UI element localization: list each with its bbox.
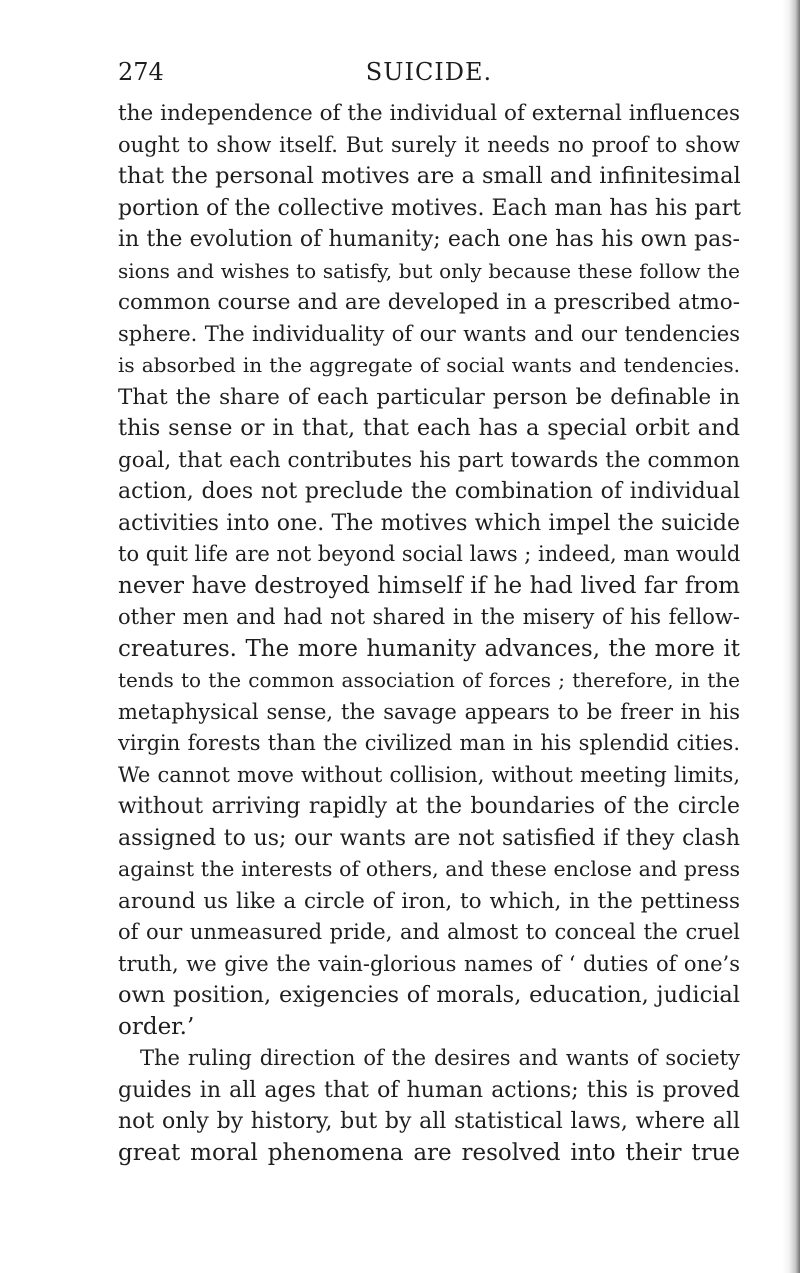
text-line: around us like a circle of iron, to which, in the pettiness [118,888,740,914]
text-line: in the evolution of humanity; each one has his own pas- [118,227,740,252]
body-text [118,98,740,1169]
text-line: not only by history, but by all statistical laws, where all [118,1109,740,1134]
text-line: this sense or in that, that each has a special orbit and [118,415,740,441]
text-line: to quit life are not beyond social laws ; indeed, man would [118,542,741,566]
text-line: activities into one. The motives which impel the suicide [118,510,740,536]
text-line: sphere. The individuality of our wants and our tendencies [118,321,740,346]
text-line: goal, that each contributes his part towards the common [118,447,740,473]
text-line: the independence of the individual of external influences [118,101,740,126]
text-line: order.’ [118,1013,195,1040]
text-line: assigned to us; our wants are not satisfied if they clash [118,825,740,851]
page-header [118,55,740,89]
text-line: of our unmeasured pride, and almost to conceal the cruel [118,920,740,944]
text-line: own position, exigencies of morals, education, judicial [118,982,740,1008]
text-line: without arriving rapidly at the boundaries of the circle [118,794,740,819]
text-line: tends to the common association of forces ; therefore, in the [118,668,740,692]
text-line: never have destroyed himself if he had lived far from [118,572,740,599]
text-line: common course and are developed in a prescribed atmo- [118,290,740,315]
text-line: sions and wishes to satisfy, but only because these follow the [118,258,740,283]
running-title: SUICIDE. [365,58,493,86]
text-line: great moral phenomena are resolved into their true [118,1139,740,1166]
text-line: That the share of each particular person be definable in [118,384,740,410]
text-line: action, does not preclude the combination of individual [118,479,740,504]
text-line: against the interests of others, and these enclose and press [118,857,740,881]
page-spine-shadow [782,0,800,1273]
text-line: ought to show itself. But surely it needs no proof to show [118,132,740,157]
text-line: virgin forests than the civilized man in his splendid cities. [118,731,740,755]
page-number: 274 [118,58,164,86]
text-line: metaphysical sense, the savage appears to be freer in his [118,699,740,724]
text-line: The ruling direction of the desires and wants of society [140,1046,740,1070]
text-line: is absorbed in the aggregate of social wants and tendencies. [118,353,740,377]
text-line: other men and had not shared in the misery of his fellow- [118,605,740,629]
text-line: guides in all ages that of human actions; this is proved [118,1077,740,1103]
text-line: that the personal motives are a small and infinitesimal [118,163,741,189]
text-line: truth, we give the vain-glorious names of ‘ duties of one’s [118,951,740,976]
text-line: creatures. The more humanity advances, the more it [118,635,740,662]
text-line: We cannot move without collision, without meeting limits, [118,762,740,787]
text-line: portion of the collective motives. Each man has his part [118,195,741,221]
